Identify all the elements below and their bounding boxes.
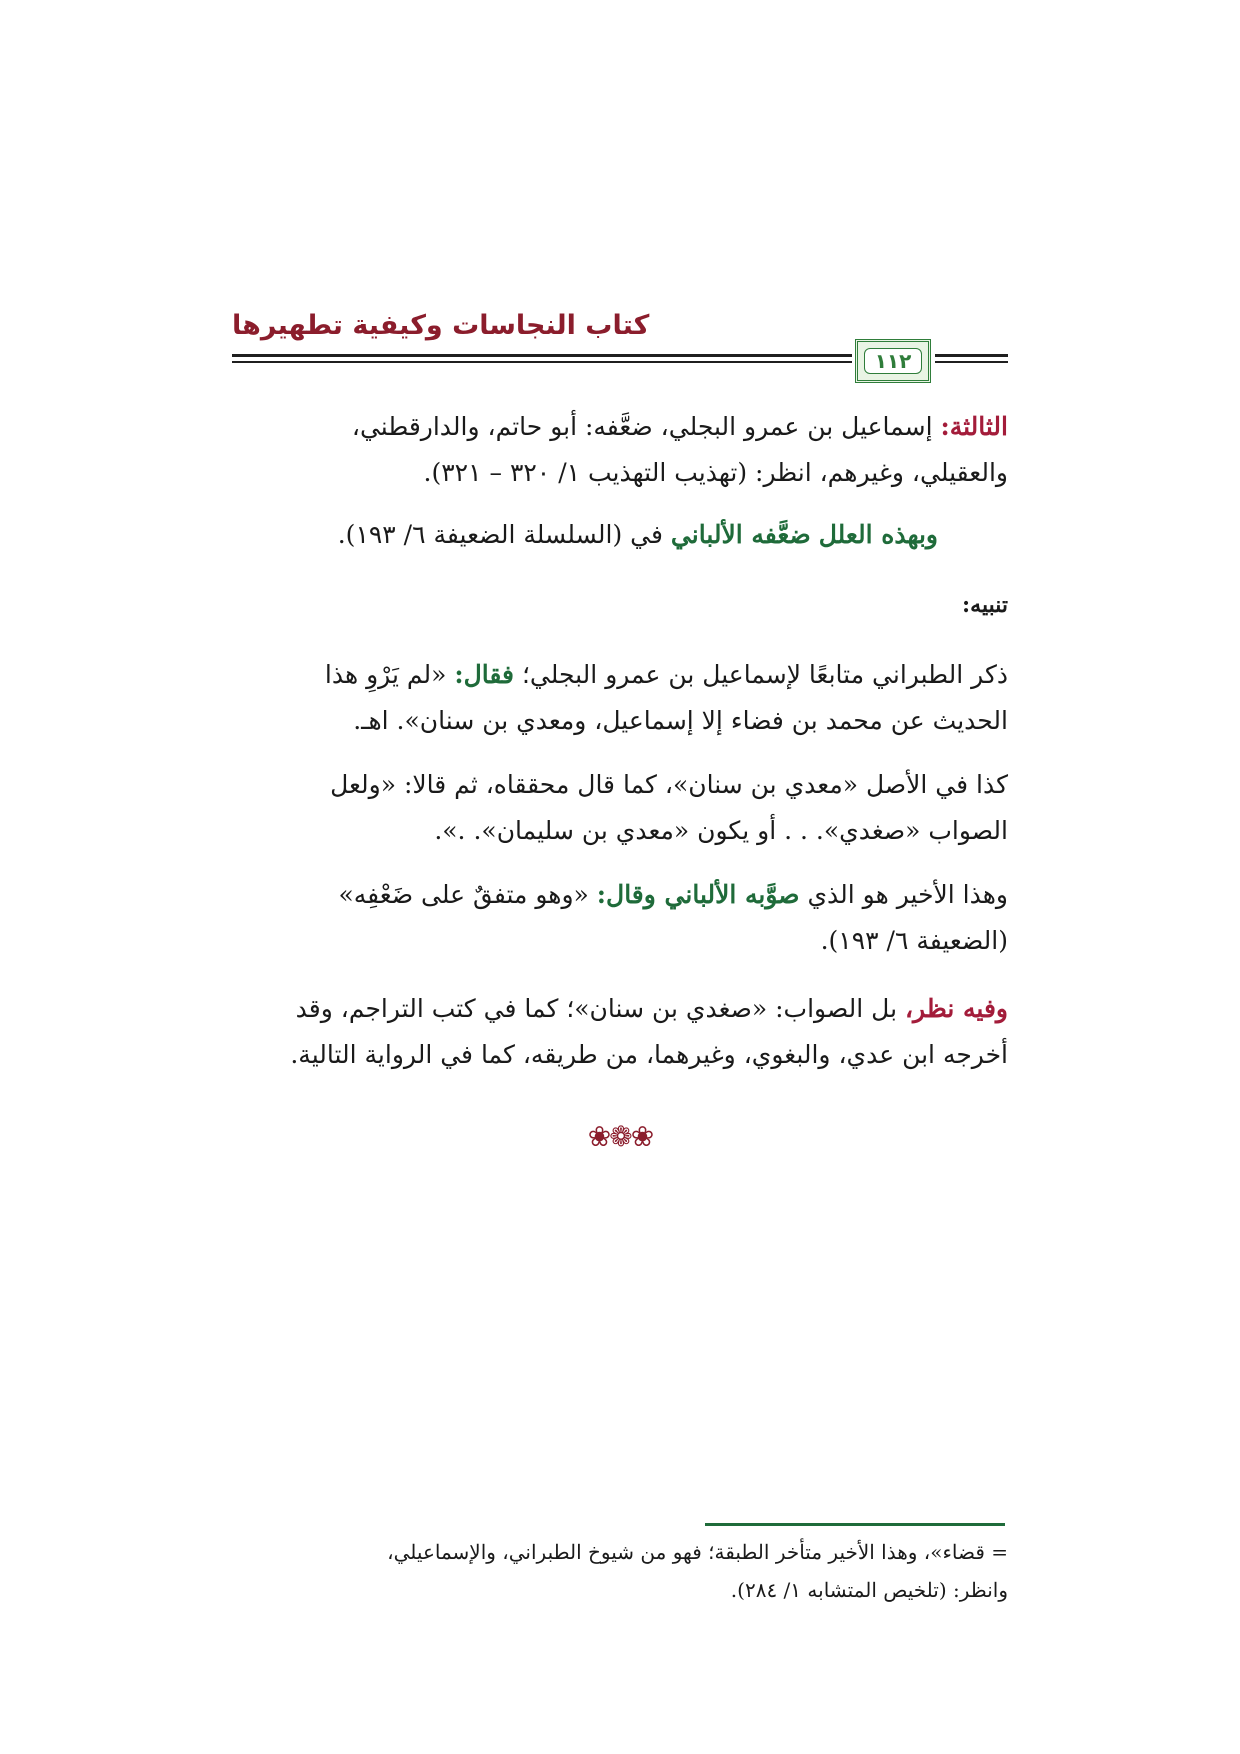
paragraph-1-line-2: والعقيلي، وغيرهم، انظر: (تهذيب التهذيب ١/ ٣٢٠ – ٣٢١).: [423, 458, 1008, 487]
label-corrected-albani: صوَّبه الألباني وقال:: [596, 880, 800, 909]
paragraph-5-line-2: (الضعيفة ٦/ ١٩٣).: [820, 926, 1008, 955]
paragraph-6-line-2: أخرجه ابن عدي، والبغوي، وغيرهما، من طريقه، كما في الرواية التالية.: [290, 1040, 1008, 1069]
p2-post: في (السلسلة الضعيفة ٦/ ١٩٣).: [337, 520, 663, 549]
page-number: ١١٢: [864, 348, 923, 374]
header-rule-right-bottom: [935, 361, 1008, 363]
paragraph-4-line-2: الصواب «صغدي». . . أو يكون «معدي بن سليمان». .».: [434, 816, 1008, 845]
label-weakened-albani: ضعَّفه الألباني: [670, 520, 811, 549]
p3-post: «لم يَرْوِ هذا: [324, 660, 447, 689]
p5-pre: وهذا الأخير هو الذي: [807, 880, 1008, 909]
p3-pre: ذكر الطبراني متابعًا لإسماعيل بن عمرو البجلي؛: [521, 660, 1008, 689]
paragraph-2: [232, 520, 938, 549]
header-rule-bottom: [232, 361, 852, 363]
p1-line1-text: إسماعيل بن عمرو البجلي، ضعَّفه: أبو حاتم، والدارقطني،: [351, 412, 933, 441]
label-objection: وفيه نظر،: [904, 994, 1008, 1023]
paragraph-1-line-1: [232, 412, 1008, 441]
paragraph-3-line-1: [232, 660, 1008, 689]
p5-post: «وهو متفقٌ على ضَعْفِه»: [338, 880, 589, 909]
footnote-line-1: = قضاء»، وهذا الأخير متأخر الطبقة؛ فهو من شيوخ الطبراني، والإسماعيلي،: [387, 1540, 1008, 1564]
header-rule-top: [232, 354, 852, 357]
label-third: الثالثة:: [940, 412, 1008, 441]
paragraph-4-line-1: كذا في الأصل «معدي بن سنان»، كما قال محققاه، ثم قالا: «ولعل: [330, 770, 1008, 799]
paragraph-3-line-2: الحديث عن محمد بن فضاء إلا إسماعيل، ومعدي بن سنان». اهـ.: [353, 706, 1008, 735]
header-rule-right-top: [935, 354, 1008, 357]
section-end-ornament: ❀❁❀: [587, 1120, 653, 1153]
footnote-line-2: وانظر: (تلخيص المتشابه ١/ ٢٨٤).: [730, 1578, 1008, 1602]
book-title: كتاب النجاسات وكيفية تطهيرها: [232, 310, 650, 341]
p6-post: بل الصواب: «صغدي بن سنان»؛ كما في كتب التراجم، وقد: [295, 994, 898, 1023]
footnote-rule: [705, 1523, 1005, 1526]
note-label: تنبيه:: [962, 592, 1008, 618]
label-said: فقال:: [454, 660, 514, 689]
paragraph-6-line-1: [232, 994, 1008, 1023]
p2-pre: وبهذه العلل: [818, 520, 938, 549]
paragraph-5-line-1: [232, 880, 1008, 909]
page-number-badge: [855, 339, 931, 383]
